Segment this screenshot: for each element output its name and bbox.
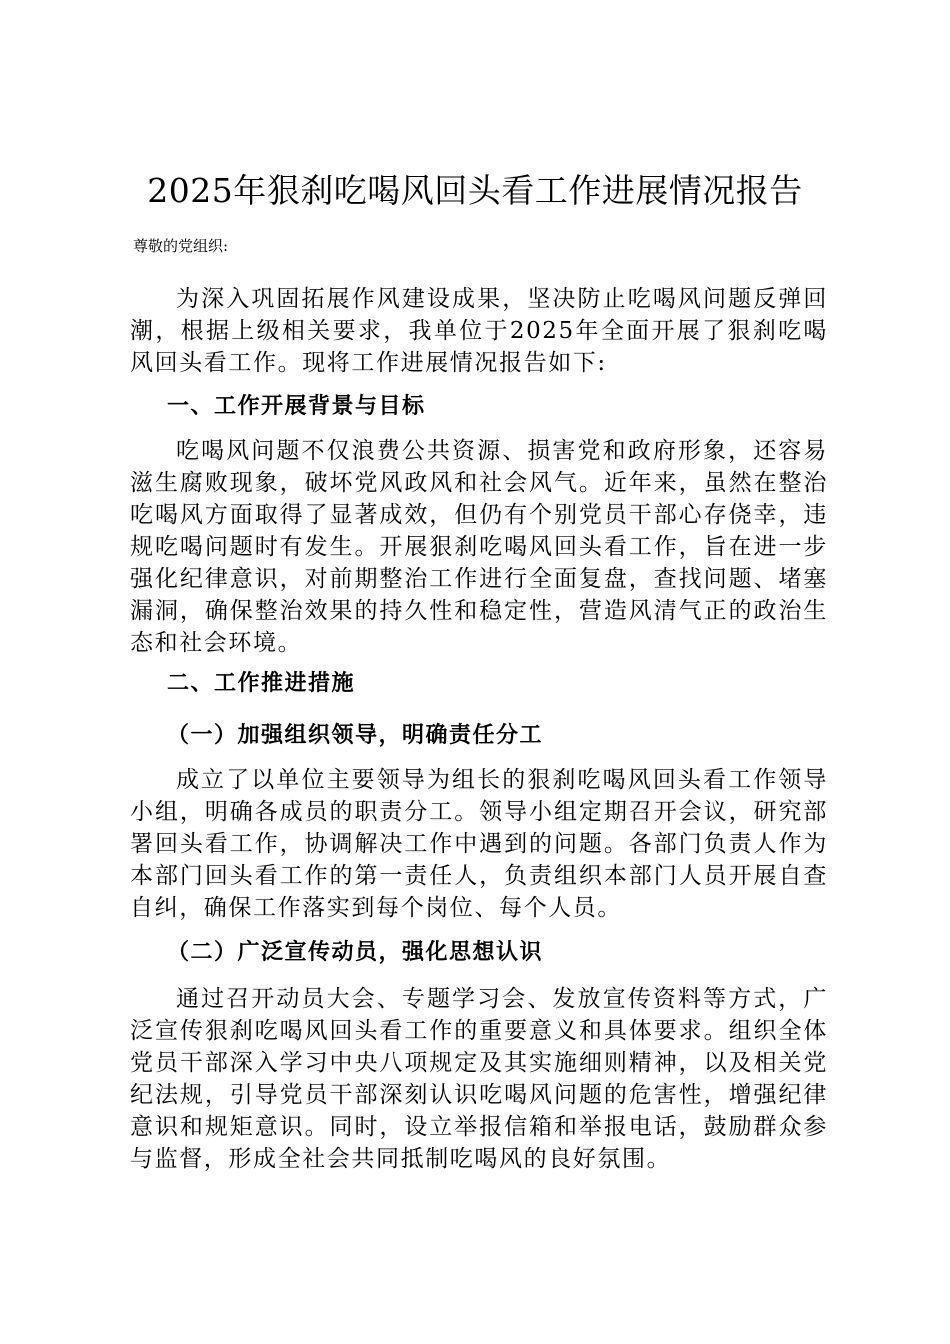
section-body-background: 吃喝风问题不仅浪费公共资源、损害党和政府形象，还容易滋生腐败现象，破坏党风政风和社会风气。近年来，虽然在整治吃喝风方面取得了显著成效，但仍有个别党员干部心存侥幸，违规吃喝问题时有发生。开展狠刹吃喝风回头看工作，旨在进一步强化纪律意识，对前期整治工作进行全面复盘，查找问题、堵塞漏洞，确保整治效果的持久性和稳定性，营造风清气正的政治生态和社会环境。 <box>130 438 828 656</box>
subsection-heading-publicity: （二）广泛宣传动员，强化思想认识 <box>167 940 544 965</box>
document-title: 2025年狠刹吃喝风回头看工作进展情况报告 <box>147 171 803 210</box>
subsection-body-leadership: 成立了以单位主要领导为组长的狠刹吃喝风回头看工作领导小组，明确各成员的职责分工。领导小组定期召开会议，研究部署回头看工作，协调解决工作中遇到的问题。各部门负责人作为本部门回头看工作的第一责任人，负责组织本部门人员开展自查自纠，确保工作落实到每个岗位、每个人员。 <box>130 767 828 921</box>
section-heading-background: 一、工作开展背景与目标 <box>167 394 426 419</box>
subsection-body-publicity: 通过召开动员大会、专题学习会、发放宣传资料等方式，广泛宣传狠刹吃喝风回头看工作的重要意义和具体要求。组织全体党员干部深入学习中央八项规定及其实施细则精神，以及相关党纪法规，引导党员干部深刻认识吃喝风问题的危害性，增强纪律意识和规矩意识。同时，设立举报信箱和举报电话，鼓励群众参与监督，形成全社会共同抵制吃喝风的良好氛围。 <box>130 986 828 1172</box>
subsection-heading-leadership: （一）加强组织领导，明确责任分工 <box>167 723 544 748</box>
intro-paragraph: 为深入巩固拓展作风建设成果，坚决防止吃喝风问题反弹回潮，根据上级相关要求，我单位于2025年全面开展了狠刹吃喝风回头看工作。现将工作进展情况报告如下: <box>130 286 828 376</box>
salutation: 尊敬的党组织: <box>133 237 229 255</box>
section-heading-measures: 二、工作推进措施 <box>167 671 356 696</box>
